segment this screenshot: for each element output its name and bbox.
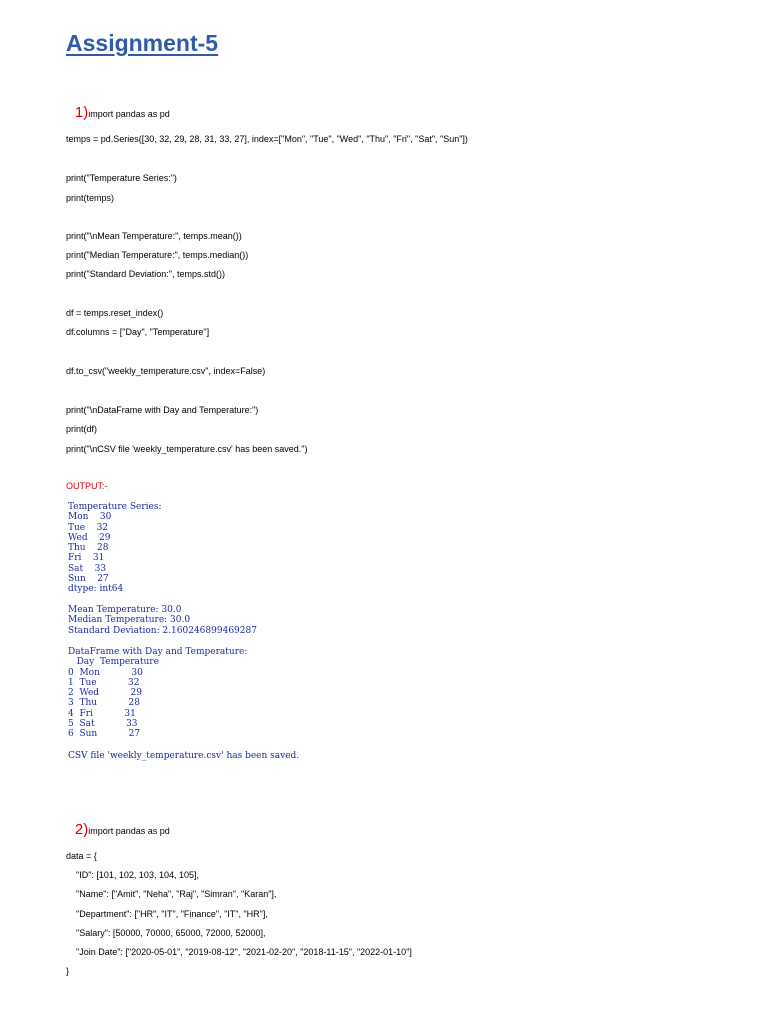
code-line: print("\nCSV file 'weekly_temperature.csv' has been saved."): [66, 444, 308, 454]
console-dataframe-output: DataFrame with Day and Temperature: Day Temperature 0 Mon 30 1 Tue 32 2 Wed 29 3 Thu 28 4 Fri 31 5 Sat 33 6 Sun 27: [68, 647, 248, 740]
console-series-output: Temperature Series: Mon 30 Tue 32 Wed 29 Thu 28 Fri 31 Sat 33 Sun 27 dtype: int64: [68, 502, 162, 595]
code-line: df.to_csv("weekly_temperature.csv", index=False): [66, 366, 266, 376]
question-2-heading: [66, 803, 170, 839]
code-line: "Department": ["HR", "IT", "Finance", "IT", "HR"],: [66, 909, 268, 919]
code-line: print(temps): [66, 193, 115, 203]
console-stats-output: Mean Temperature: 30.0 Median Temperature: 30.0 Standard Deviation: 2.160246899469287: [68, 605, 257, 636]
code-line: "Join Date": ["2020-05-01", "2019-08-12", "2021-02-20", "2018-11-15", "2022-01-10"]: [66, 947, 412, 957]
question-number: 2): [74, 821, 89, 838]
code-line: "Salary": [50000, 70000, 65000, 72000, 52000],: [66, 928, 266, 938]
console-saved-output: CSV file 'weekly_temperature.csv' has been saved.: [68, 751, 300, 761]
code-line: "Name": ["Amit", "Neha", "Raj", "Simran", "Karan"],: [66, 889, 277, 899]
code-line: "ID": [101, 102, 103, 104, 105],: [66, 870, 199, 880]
code-line: print("Standard Deviation:", temps.std()): [66, 269, 225, 279]
code-line: print(df): [66, 424, 98, 434]
code-line: }: [66, 966, 70, 976]
code-line: temps = pd.Series([30, 32, 29, 28, 31, 33, 27], index=["Mon", "Tue", "Wed", "Thu", "Fri", "Sat", "Sun"]): [66, 134, 468, 144]
code-line: data = {: [66, 851, 97, 861]
code-line: import pandas as pd: [88, 826, 170, 836]
page-title: Assignment-5: [66, 30, 219, 56]
question-1-heading: [66, 86, 170, 122]
output-label: OUTPUT:-: [66, 481, 108, 491]
code-line: print("\nDataFrame with Day and Temperature:"): [66, 405, 259, 415]
code-line: print("\nMean Temperature:", temps.mean()): [66, 231, 242, 241]
code-line: import pandas as pd: [88, 109, 170, 119]
code-line: print("Median Temperature:", temps.median()): [66, 250, 249, 260]
question-number: 1): [74, 104, 89, 121]
code-line: df = temps.reset_index(): [66, 308, 164, 318]
code-line: df.columns = ["Day", "Temperature"]: [66, 327, 210, 337]
code-line: print("Temperature Series:"): [66, 173, 177, 183]
